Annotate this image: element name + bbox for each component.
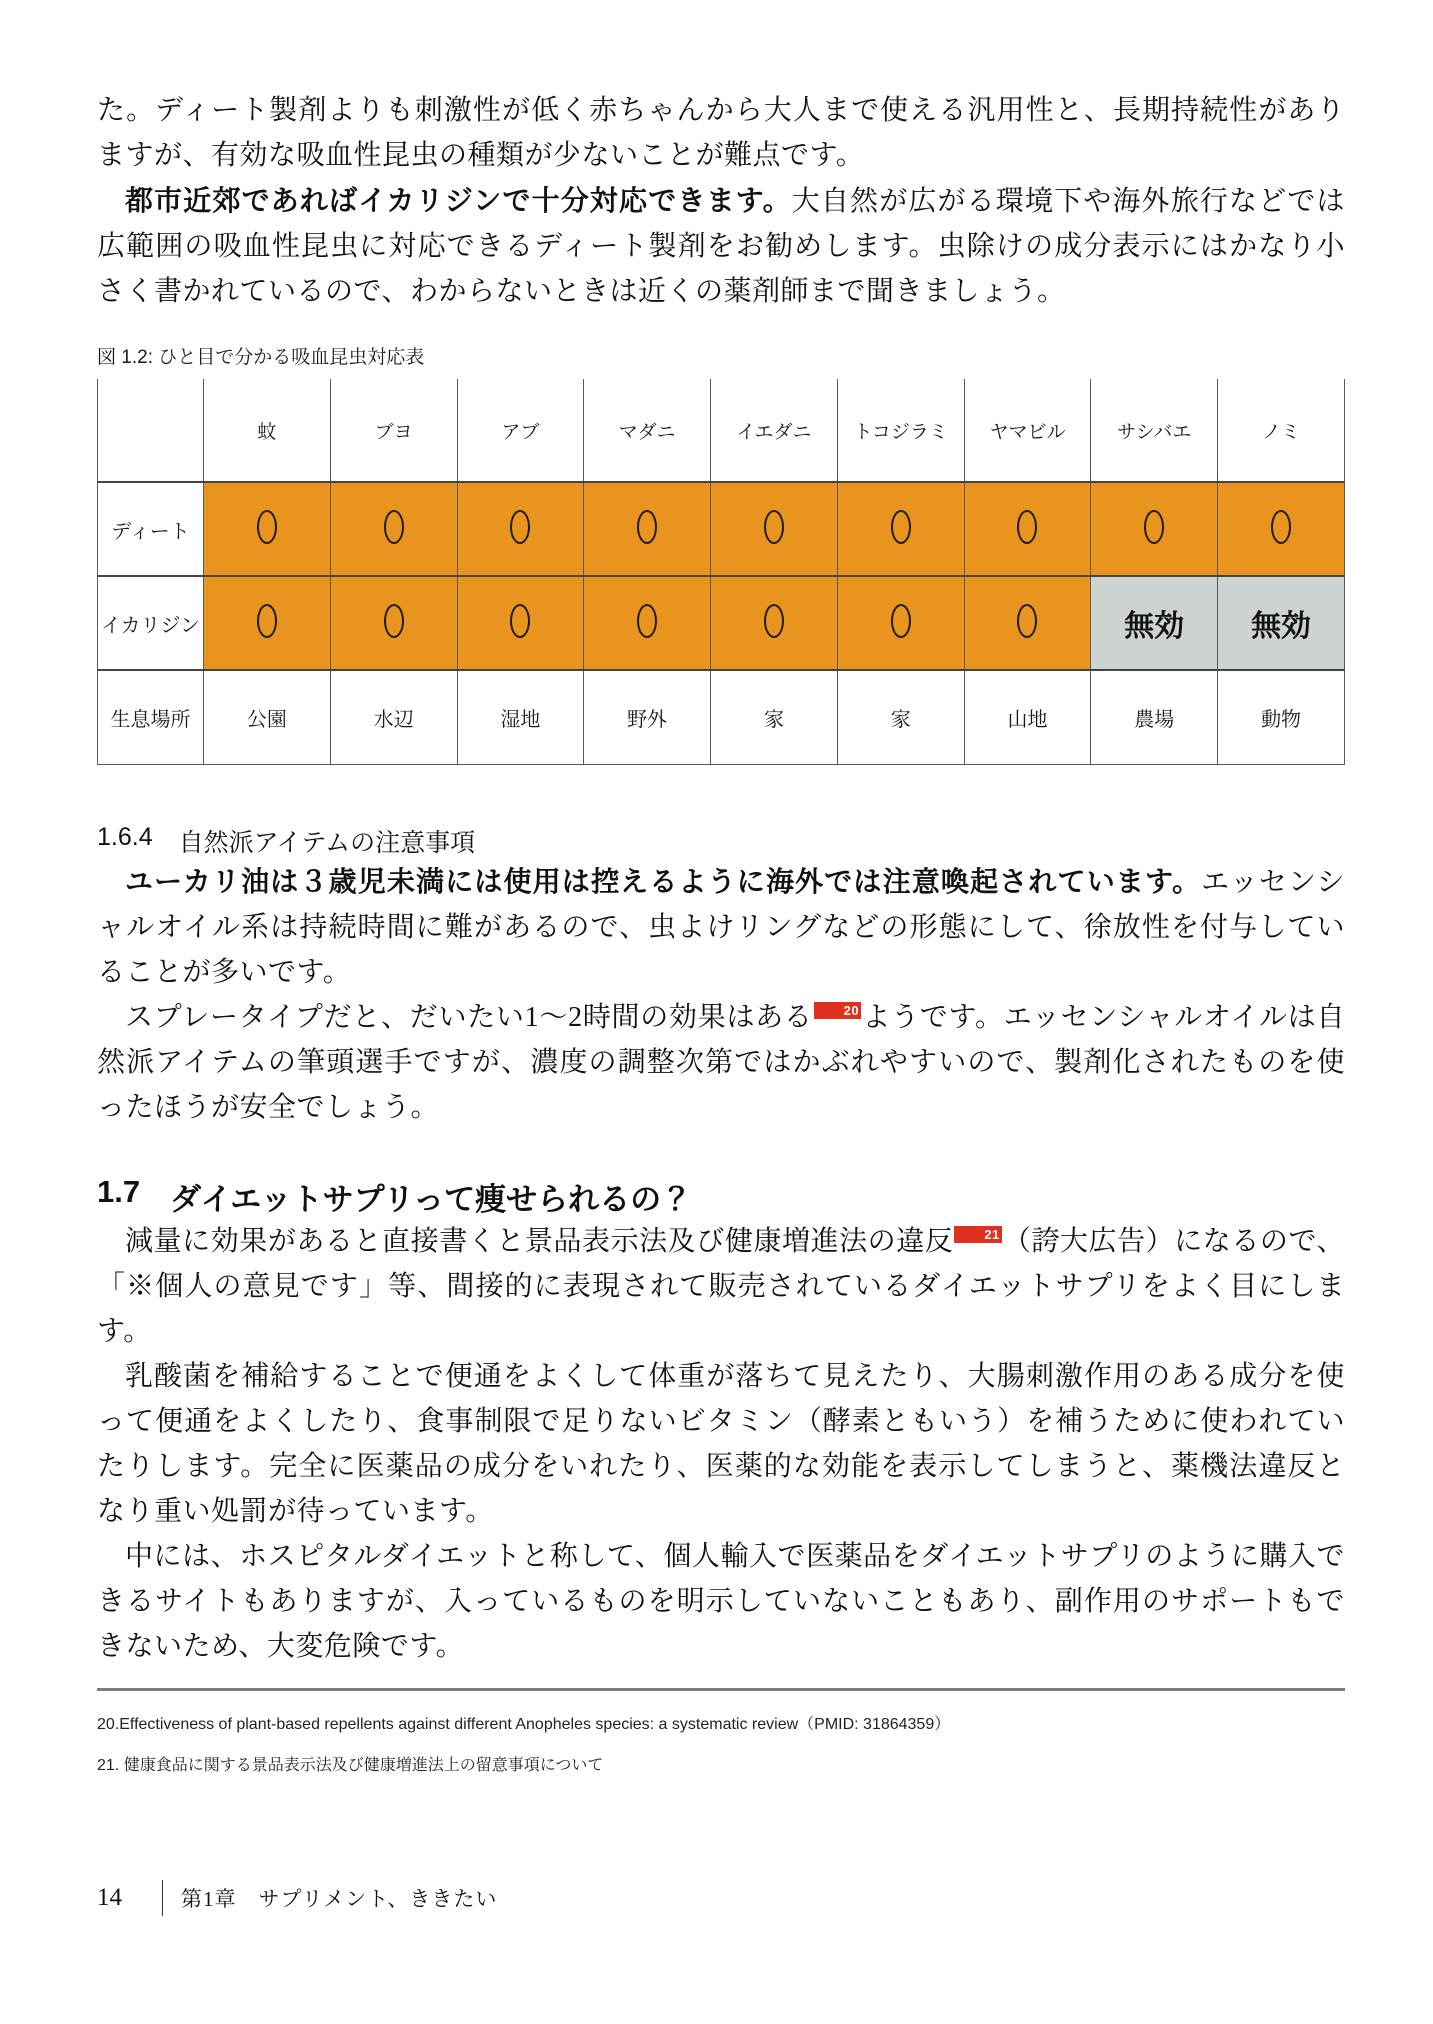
lead-sentence: 都市近郊であればイカリジンで十分対応できます。 bbox=[125, 185, 792, 216]
subsection-heading bbox=[97, 823, 1345, 859]
ineffective-cell: 無効 bbox=[1091, 576, 1218, 670]
habitat-cell: 農場 bbox=[1091, 670, 1218, 764]
circle-icon bbox=[637, 604, 657, 638]
column-header: アブ bbox=[457, 379, 584, 482]
chapter-title: 第1章 サプリメント、ききたい bbox=[181, 1887, 498, 1911]
circle-icon bbox=[1017, 604, 1037, 638]
effective-cell bbox=[837, 482, 964, 576]
row-label: ディート bbox=[98, 482, 204, 576]
footnote-rule bbox=[97, 1688, 1345, 1691]
habitat-cell: 家 bbox=[837, 670, 964, 764]
column-header: マダニ bbox=[584, 379, 711, 482]
circle-icon bbox=[637, 510, 657, 544]
column-header: イエダニ bbox=[711, 379, 838, 482]
corner-cell bbox=[98, 379, 204, 482]
table-row bbox=[98, 482, 1345, 576]
circle-icon bbox=[510, 510, 530, 544]
circle-icon bbox=[1271, 510, 1291, 544]
table-head-row bbox=[98, 379, 1345, 482]
footnote-block bbox=[97, 1688, 1345, 1775]
paragraph-text: （誇大広告）になるので、「※個人の意見です」等、間接的に表現されて販売されているダイエットサプリをよく目にします。 bbox=[97, 1225, 1345, 1347]
footnote-21: 21. 健康食品に関する景品表示法及び健康増進法上の留意事項について bbox=[97, 1757, 604, 1774]
effective-cell bbox=[330, 482, 457, 576]
effective-cell bbox=[1218, 482, 1345, 576]
habitat-cell: 水辺 bbox=[330, 670, 457, 764]
circle-icon bbox=[891, 604, 911, 638]
paragraph bbox=[97, 995, 1345, 1130]
effective-cell bbox=[711, 482, 838, 576]
column-header: サシバエ bbox=[1091, 379, 1218, 482]
row-label: 生息場所 bbox=[98, 670, 204, 764]
section-heading bbox=[97, 1174, 1345, 1219]
section-number: 1.7 bbox=[97, 1173, 141, 1209]
circle-icon bbox=[384, 510, 404, 544]
column-header: 蚊 bbox=[204, 379, 331, 482]
circle-icon bbox=[384, 604, 404, 638]
table-row bbox=[98, 576, 1345, 670]
paragraph-text: エッセンシャルオイル系は持続時間に難があるので、虫よけリングなどの形態にして、徐放性を付与していることが多いです。 bbox=[97, 866, 1345, 988]
page-footer bbox=[97, 1880, 497, 1916]
column-header: ヤマビル bbox=[964, 379, 1091, 482]
effective-cell bbox=[837, 576, 964, 670]
effective-cell bbox=[584, 576, 711, 670]
table-row bbox=[98, 670, 1345, 764]
paragraph bbox=[97, 88, 1345, 178]
main-text-column bbox=[97, 88, 1345, 1669]
paragraph bbox=[97, 178, 1345, 314]
habitat-cell: 動物 bbox=[1218, 670, 1345, 764]
figure-caption: 図 1.2: ひと目で分かる吸血昆虫対応表 bbox=[97, 347, 425, 368]
effective-cell bbox=[584, 482, 711, 576]
table-body bbox=[98, 482, 1345, 764]
row-label: イカリジン bbox=[98, 576, 204, 670]
footer-divider bbox=[162, 1880, 163, 1916]
circle-icon bbox=[764, 510, 784, 544]
effective-cell bbox=[457, 576, 584, 670]
page-number: 14 bbox=[97, 1884, 122, 1911]
column-header: ノミ bbox=[1218, 379, 1345, 482]
paragraph-text: た。ディート製剤よりも刺激性が低く赤ちゃんから大人まで使える汎用性と、長期持続性がありますが、有効な吸血性昆虫の種類が少ないことが難点です。 bbox=[97, 95, 1345, 171]
ineffective-cell: 無効 bbox=[1218, 576, 1345, 670]
habitat-cell: 山地 bbox=[964, 670, 1091, 764]
paragraph-text: ようです。エッセンシャルオイルは自然派アイテムの筆頭選手ですが、濃度の調整次第ではかぶれやすいので、製剤化されたものを使ったほうが安全でしょう。 bbox=[97, 1001, 1345, 1123]
footnote-marker-20: 20 bbox=[814, 1002, 861, 1019]
circle-icon bbox=[764, 604, 784, 638]
habitat-cell: 家 bbox=[711, 670, 838, 764]
circle-icon bbox=[1144, 510, 1164, 544]
effective-cell bbox=[330, 576, 457, 670]
paragraph bbox=[97, 859, 1345, 995]
paragraph-text: 減量に効果があると直接書くと景品表示法及び健康増進法の違反 bbox=[125, 1225, 954, 1257]
circle-icon bbox=[891, 510, 911, 544]
footnote-marker-21: 21 bbox=[954, 1226, 1001, 1243]
habitat-cell: 野外 bbox=[584, 670, 711, 764]
circle-icon bbox=[510, 604, 530, 638]
paragraph bbox=[97, 1219, 1345, 1354]
effective-cell bbox=[204, 482, 331, 576]
habitat-cell: 湿地 bbox=[457, 670, 584, 764]
paragraph-text: 中には、ホスピタルダイエットと称して、個人輸入で医薬品をダイエットサプリのように購入できるサイトもありますが、入っているものを明示していないこともあり、副作用のサポートもできないため、大変危険です。 bbox=[97, 1540, 1345, 1662]
lead-sentence: ユーカリ油は３歳児未満には使用は控えるように海外では注意喚起されています。 bbox=[125, 865, 1202, 897]
effective-cell bbox=[204, 576, 331, 670]
habitat-cell: 公園 bbox=[204, 670, 331, 764]
effective-cell bbox=[964, 482, 1091, 576]
paragraph bbox=[97, 1534, 1345, 1669]
paragraph-text: 大自然が広がる環境下や海外旅行などでは広範囲の吸血性昆虫に対応できるディート製剤をお勧めします。虫除けの成分表示にはかなり小さく書かれているので、わからないときは近くの薬剤師まで聞きましょう。 bbox=[97, 186, 1345, 307]
circle-icon bbox=[1017, 510, 1037, 544]
bug-repellent-table bbox=[97, 379, 1345, 765]
column-header: トコジラミ bbox=[837, 379, 964, 482]
effective-cell bbox=[964, 576, 1091, 670]
effective-cell bbox=[1091, 482, 1218, 576]
paragraph-text: スプレータイプだと、だいたい1～2時間の効果はある bbox=[125, 1001, 813, 1033]
subsection-title: 自然派アイテムの注意事項 bbox=[178, 828, 476, 857]
column-header: ブヨ bbox=[330, 379, 457, 482]
circle-icon bbox=[257, 510, 277, 544]
effective-cell bbox=[711, 576, 838, 670]
paragraph-text: 乳酸菌を補給することで便通をよくして体重が落ちて見えたり、大腸刺激作用のある成分を使って便通をよくしたり、食事制限で足りないビタミン（酵素ともいう）を補うために使われていたりします。完全に医薬品の成分をいれたり、医薬的な効能を表示してしまうと、薬機法違反となり重い処罰が待っています。 bbox=[97, 1360, 1345, 1527]
effective-cell bbox=[457, 482, 584, 576]
section-title: ダイエットサプリって痩せられるの？ bbox=[170, 1181, 693, 1217]
subsection-number: 1.6.4 bbox=[97, 822, 153, 851]
paragraph bbox=[97, 1354, 1345, 1534]
footnote-20: 20.Effectiveness of plant-based repellents against different Anopheles species: a systematic review（PMID: 31864359） bbox=[97, 1716, 951, 1733]
circle-icon bbox=[257, 604, 277, 638]
